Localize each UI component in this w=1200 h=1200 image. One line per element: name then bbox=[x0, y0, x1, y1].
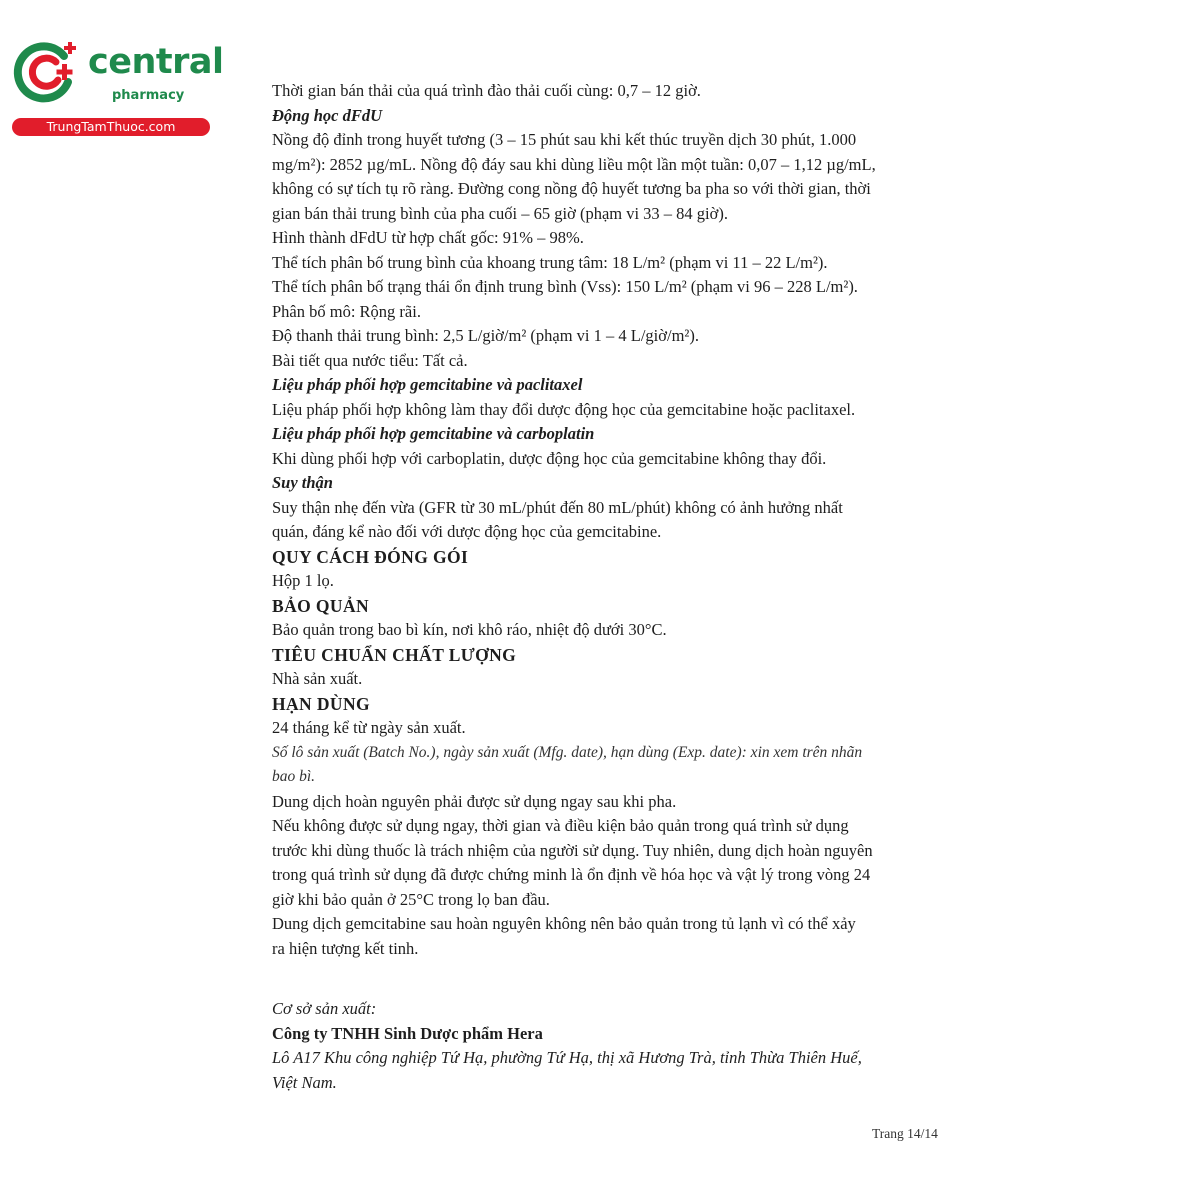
text-line: Liệu pháp phối hợp không làm thay đổi dược động học của gemcitabine hoặc paclitaxel. bbox=[272, 399, 856, 419]
text-line: Khi dùng phối hợp với carboplatin, dược động học của gemcitabine không thay đổi. bbox=[272, 448, 827, 468]
section-heading: BẢO QUẢN bbox=[272, 595, 370, 616]
mfr-address: Việt Nam. bbox=[272, 1072, 337, 1092]
text-line: quán, đáng kể nào đối với dược động học của gemcitabine. bbox=[272, 522, 662, 541]
page-number: Trang 14/14 bbox=[872, 1126, 938, 1141]
text-line: Phân bố mô: Rộng rãi. bbox=[272, 301, 421, 321]
text-line: Bài tiết qua nước tiểu: Tất cả. bbox=[272, 350, 468, 370]
brand-name: central bbox=[88, 42, 224, 82]
document-body bbox=[272, 79, 942, 1095]
text-line: Thời gian bán thải của quá trình đào thải cuối cùng: 0,7 – 12 giờ. bbox=[272, 81, 701, 100]
brand-website[interactable]: TrungTamThuoc.com bbox=[12, 118, 210, 136]
text-line: Bảo quản trong bao bì kín, nơi khô ráo, nhiệt độ dưới 30°C. bbox=[272, 620, 667, 639]
text-line: trong quá trình sử dụng đã được chứng minh là ổn định về hóa học và vật lý trong vòng 24 bbox=[272, 865, 871, 884]
text-line: giờ khi bảo quản ở 25°C trong lọ ban đầu. bbox=[272, 889, 550, 909]
mfr-label: Cơ sở sản xuất: bbox=[272, 999, 377, 1018]
note: bao bì. bbox=[272, 768, 316, 785]
text-line: ra hiện tượng kết tinh. bbox=[272, 938, 419, 958]
text-line: Độ thanh thải trung bình: 2,5 L/giờ/m² (phạm vi 1 – 4 L/giờ/m²). bbox=[272, 326, 699, 345]
text-line: Thể tích phân bố trung bình của khoang trung tâm: 18 L/m² (phạm vi 11 – 22 L/m²). bbox=[272, 252, 828, 272]
mfr-address: Lô A17 Khu công nghiệp Tứ Hạ, phường Tứ Hạ, thị xã Hương Trà, tỉnh Thừa Thiên Huế, bbox=[272, 1048, 862, 1067]
pharmacy-cross-logo-icon bbox=[12, 38, 80, 106]
section-heading: HẠN DÙNG bbox=[272, 693, 370, 714]
text-line: mg/m²): 2852 µg/mL. Nồng độ đáy sau khi dùng liều một lần một tuần: 0,07 – 1,12 µg/mL, bbox=[272, 154, 876, 174]
text-line: Dung dịch hoàn nguyên phải được sử dụng ngay sau khi pha. bbox=[272, 791, 677, 811]
text-line: trước khi dùng thuốc là trách nhiệm của người sử dụng. Tuy nhiên, dung dịch hoàn nguyên bbox=[272, 840, 873, 860]
sub-heading: Suy thận bbox=[272, 473, 333, 492]
sub-heading: Liệu pháp phối hợp gemcitabine và carboplatin bbox=[272, 424, 595, 443]
mfr-name: Công ty TNHH Sinh Dược phẩm Hera bbox=[272, 1023, 543, 1043]
text-line: không có sự tích tụ rõ ràng. Đường cong nồng độ huyết tương ba pha so với thời gian, thời bbox=[272, 179, 871, 198]
text-line: Hộp 1 lọ. bbox=[272, 571, 334, 590]
text-line: Nồng độ đỉnh trong huyết tương (3 – 15 phút sau khi kết thúc truyền dịch 30 phút, 1.000 bbox=[272, 130, 857, 149]
text-line: Nếu không được sử dụng ngay, thời gian và điều kiện bảo quản trong quá trình sử dụng bbox=[272, 816, 849, 835]
text-line: 24 tháng kể từ ngày sản xuất. bbox=[272, 718, 466, 737]
sub-heading: Liệu pháp phối hợp gemcitabine và paclitaxel bbox=[272, 375, 583, 394]
text-line: Suy thận nhẹ đến vừa (GFR từ 30 mL/phút đến 80 mL/phút) không có ảnh hưởng nhất bbox=[272, 497, 843, 517]
section-heading: TIÊU CHUẨN CHẤT LƯỢNG bbox=[272, 644, 517, 665]
section-heading: QUY CÁCH ĐÓNG GÓI bbox=[272, 546, 469, 567]
text-line: Dung dịch gemcitabine sau hoàn nguyên không nên bảo quản trong tủ lạnh vì có thể xảy bbox=[272, 914, 856, 933]
brand-subtitle: pharmacy bbox=[112, 88, 185, 103]
text-line: Thể tích phân bố trạng thái ổn định trung bình (Vss): 150 L/m² (phạm vi 96 – 228 L/m²). bbox=[272, 277, 858, 296]
text-line: gian bán thải trung bình của pha cuối – 65 giờ (phạm vi 33 – 84 giờ). bbox=[272, 203, 728, 223]
brand-logo[interactable] bbox=[12, 38, 224, 138]
note: Số lô sản xuất (Batch No.), ngày sản xuất (Mfg. date), hạn dùng (Exp. date): xin xem trên nhãn bbox=[272, 743, 863, 761]
text-line: Nhà sản xuất. bbox=[272, 669, 363, 688]
sub-heading: Động học dFdU bbox=[272, 105, 383, 125]
text-line: Hình thành dFdU từ hợp chất gốc: 91% – 98%. bbox=[272, 228, 584, 247]
